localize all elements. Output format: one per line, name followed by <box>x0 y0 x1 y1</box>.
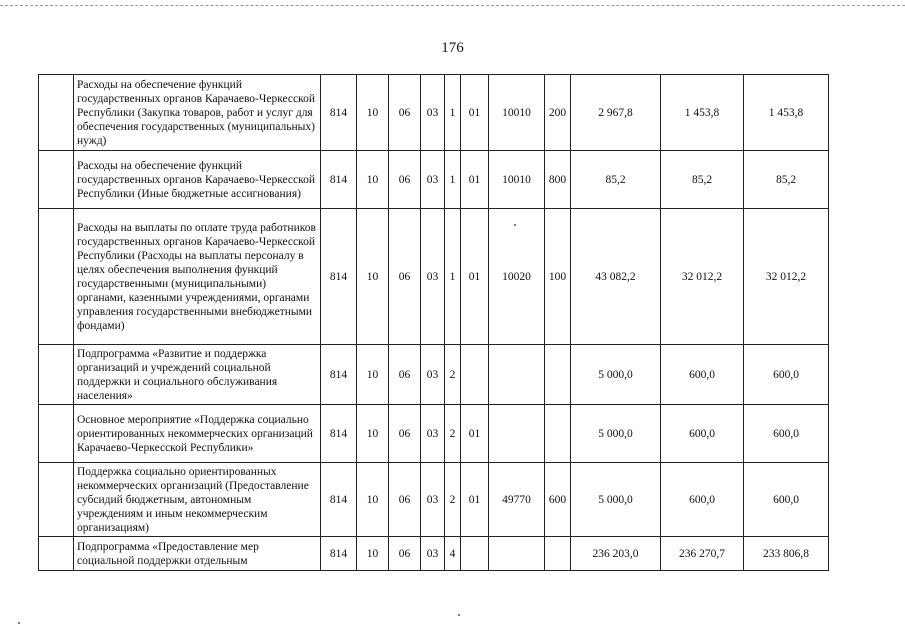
budget-table-body <box>39 75 829 571</box>
amount-cell-3: 600,0 <box>744 463 829 537</box>
scan-speck <box>18 622 20 624</box>
row-number-cell <box>39 345 74 405</box>
main-activity-cell: 01 <box>461 75 489 151</box>
razdel-cell: 10 <box>357 463 389 537</box>
main-activity-cell: 01 <box>461 405 489 463</box>
main-activity-cell <box>461 345 489 405</box>
amount-cell-3: 600,0 <box>744 405 829 463</box>
subprogram-cell: 1 <box>445 75 461 151</box>
direction-cell <box>489 345 545 405</box>
subprogram-cell: 1 <box>445 209 461 345</box>
description-cell: Подпрограмма «Развитие и поддержка организаций и учреждений социальной поддержки и социального обслуживания населения» <box>74 345 321 405</box>
description-cell: Расходы на обеспечение функций государственных органов Карачаево-Черкесской Республики (Иные бюджетные ассигнования) <box>74 151 321 209</box>
program-cell: 03 <box>421 345 445 405</box>
amount-cell-1: 2 967,8 <box>571 75 661 151</box>
amount-cell-3: 32 012,2 <box>744 209 829 345</box>
podrazdel-cell: 06 <box>389 537 421 571</box>
row-number-cell <box>39 209 74 345</box>
direction-cell <box>489 537 545 571</box>
razdel-cell: 10 <box>357 345 389 405</box>
table-row <box>39 405 829 463</box>
grbs-cell: 814 <box>321 463 357 537</box>
podrazdel-cell: 06 <box>389 209 421 345</box>
razdel-cell: 10 <box>357 209 389 345</box>
scan-speck <box>514 224 516 226</box>
direction-cell: 10010 <box>489 75 545 151</box>
amount-cell-1: 5 000,0 <box>571 345 661 405</box>
main-activity-cell <box>461 537 489 571</box>
amount-cell-3: 85,2 <box>744 151 829 209</box>
podrazdel-cell: 06 <box>389 75 421 151</box>
main-activity-cell: 01 <box>461 151 489 209</box>
grbs-cell: 814 <box>321 75 357 151</box>
amount-cell-2: 32 012,2 <box>661 209 744 345</box>
amount-cell-1: 5 000,0 <box>571 463 661 537</box>
main-activity-cell: 01 <box>461 209 489 345</box>
table-row <box>39 463 829 537</box>
razdel-cell: 10 <box>357 151 389 209</box>
program-cell: 03 <box>421 537 445 571</box>
table-row <box>39 209 829 345</box>
amount-cell-1: 43 082,2 <box>571 209 661 345</box>
row-number-cell <box>39 463 74 537</box>
direction-cell: 10010 <box>489 151 545 209</box>
subprogram-cell: 2 <box>445 463 461 537</box>
program-cell: 03 <box>421 405 445 463</box>
expense-type-cell <box>545 537 571 571</box>
grbs-cell: 814 <box>321 345 357 405</box>
main-activity-cell: 01 <box>461 463 489 537</box>
expense-type-cell <box>545 345 571 405</box>
description-cell: Расходы на обеспечение функций государственных органов Карачаево-Черкесской Республики (Закупка товаров, работ и услуг для обеспечения государственных (муниципальных) нужд) <box>74 75 321 151</box>
subprogram-cell: 2 <box>445 345 461 405</box>
description-cell: Расходы на выплаты по оплате труда работников государственных органов Карачаево-Черкесской Республики (Расходы на выплаты персоналу в целях обеспечения выполнения функций государственными (муниципальными) органами, казенными учреждениями, органами управления государственными внебюджетными фондами) <box>74 209 321 345</box>
expense-type-cell: 200 <box>545 75 571 151</box>
subprogram-cell: 4 <box>445 537 461 571</box>
table-row <box>39 151 829 209</box>
amount-cell-2: 1 453,8 <box>661 75 744 151</box>
amount-cell-2: 85,2 <box>661 151 744 209</box>
expense-type-cell: 800 <box>545 151 571 209</box>
table-row <box>39 75 829 151</box>
razdel-cell: 10 <box>357 537 389 571</box>
table-row <box>39 537 829 571</box>
description-cell: Подпрограмма «Предоставление мер социальной поддержки отдельным <box>74 537 321 571</box>
amount-cell-3: 600,0 <box>744 345 829 405</box>
budget-table <box>38 74 829 571</box>
direction-cell: 49770 <box>489 463 545 537</box>
row-number-cell <box>39 151 74 209</box>
podrazdel-cell: 06 <box>389 405 421 463</box>
expense-type-cell: 100 <box>545 209 571 345</box>
amount-cell-1: 236 203,0 <box>571 537 661 571</box>
expense-type-cell: 600 <box>545 463 571 537</box>
direction-cell: 10020 <box>489 209 545 345</box>
amount-cell-2: 600,0 <box>661 405 744 463</box>
row-number-cell <box>39 537 74 571</box>
subprogram-cell: 2 <box>445 405 461 463</box>
subprogram-cell: 1 <box>445 151 461 209</box>
row-number-cell <box>39 405 74 463</box>
amount-cell-3: 233 806,8 <box>744 537 829 571</box>
grbs-cell: 814 <box>321 537 357 571</box>
amount-cell-2: 600,0 <box>661 463 744 537</box>
amount-cell-2: 600,0 <box>661 345 744 405</box>
razdel-cell: 10 <box>357 75 389 151</box>
scan-top-edge <box>0 0 905 6</box>
podrazdel-cell: 06 <box>389 151 421 209</box>
podrazdel-cell: 06 <box>389 345 421 405</box>
expense-type-cell <box>545 405 571 463</box>
program-cell: 03 <box>421 151 445 209</box>
grbs-cell: 814 <box>321 405 357 463</box>
grbs-cell: 814 <box>321 209 357 345</box>
table-row <box>39 345 829 405</box>
amount-cell-2: 236 270,7 <box>661 537 744 571</box>
razdel-cell: 10 <box>357 405 389 463</box>
amount-cell-3: 1 453,8 <box>744 75 829 151</box>
scan-speck <box>458 614 460 616</box>
description-cell: Основное мероприятие «Поддержка социально ориентированных некоммерческих организаций Карачаево-Черкесской Республики» <box>74 405 321 463</box>
description-cell: Поддержка социально ориентированных некоммерческих организаций (Предоставление субсидий бюджетным, автономным учреждениям и иным некоммерческим организациям) <box>74 463 321 537</box>
program-cell: 03 <box>421 463 445 537</box>
amount-cell-1: 5 000,0 <box>571 405 661 463</box>
row-number-cell <box>39 75 74 151</box>
program-cell: 03 <box>421 209 445 345</box>
direction-cell <box>489 405 545 463</box>
grbs-cell: 814 <box>321 151 357 209</box>
amount-cell-1: 85,2 <box>571 151 661 209</box>
program-cell: 03 <box>421 75 445 151</box>
podrazdel-cell: 06 <box>389 463 421 537</box>
page-number: 176 <box>441 40 464 56</box>
